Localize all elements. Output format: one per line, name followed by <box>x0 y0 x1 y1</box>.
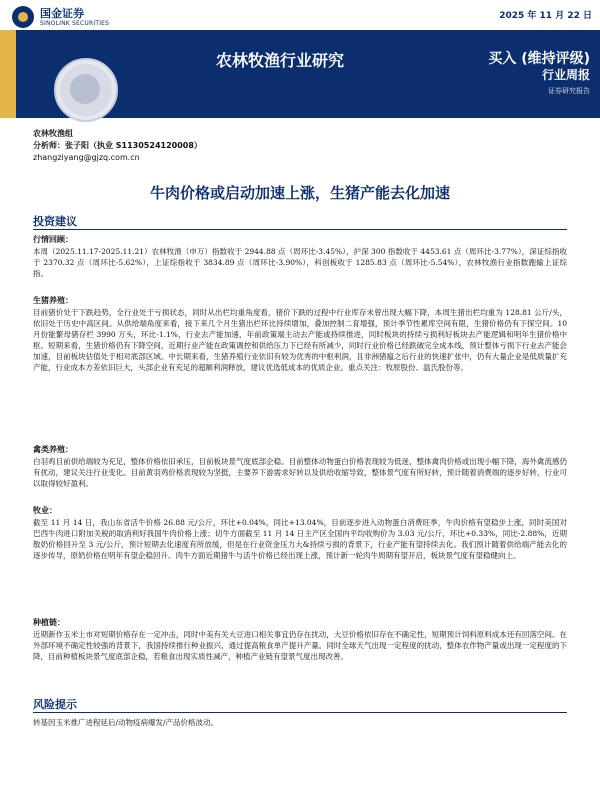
report-header <box>0 0 600 118</box>
risk-text: 转基因玉米推广进程延后/动物疫病爆发/产品价格波动。 <box>33 718 219 727</box>
risk-block <box>33 717 567 728</box>
logo-icon <box>12 6 34 28</box>
logo-chinese: 国金证券 <box>40 6 84 20</box>
section-title-investment: 投资建议 <box>33 215 77 228</box>
report-date: 2025 年 11 月 22 日 <box>499 11 592 21</box>
analyst-email[interactable]: zhangziyang@gjzq.com.cn <box>33 153 140 162</box>
report-title: 农林牧渔行业研究 <box>216 51 345 70</box>
market-review-heading: 行情回顾： <box>33 235 73 244</box>
rating-label: 买入 (维持评级) <box>488 51 590 67</box>
market-review-block <box>33 234 567 279</box>
gold-band <box>0 30 16 118</box>
cattle-block <box>33 505 567 561</box>
section-title-risk: 风险提示 <box>33 698 77 711</box>
market-review-text: 本周（2025.11.17-2025.11.21）农林牧渔（申万）指数收于 2944.88 点（周环比-3.45%），沪深 300 指数收于 4453.61 点（周环比-3.77%），深证综指收于 2370.32 点（周环比-5.62%），上证综指收于 3834.89 点（周环比-3.90%），科创板收于 1285.83 点（周环比-5.54%），农林牧渔行业指数跑输上证综指。 <box>33 247 567 278</box>
headline: 牛肉价格或启动加速上涨，生猪产能去化加速 <box>149 184 450 202</box>
cattle-heading: 牧业： <box>33 506 57 515</box>
report-type: 行业周报 <box>541 68 590 82</box>
research-group: 农林牧渔组 <box>33 129 73 138</box>
pig-text: 目前猪价处于下跌趋势，全行业处于亏损状态，同时从出栏均重角度看，猪价下跌的过程中行业库存未曾出现大幅下降，本周生猪出栏均重为 128.81 公斤/头，依旧处于历史中高区间。从供给端角度来看，接下来几个月生猪出栏环比持续增加，叠加控制二育增强，预计季节性累库空间有限，生猪价格仍有下探空间。10 月份能繁母猪存栏 3990 万头，环比-1.1%，行业去产能加速，年前政策端主动去产能或持续推进，同时板块的持续亏损利好板块去产能逻辑和明年生猪价格中枢。短期来看，生猪价格仍有下降空间，近期行业产能在政策调控和供给压力下已经有所减少，同时行业价格已经跌破完全成本线，预计整体亏损下行业去产能会加速，目前板块估值处于相对底部区域。中长期来看，生猪养殖行业依旧有较为优秀的中枢利润，且非洲猪瘟之后行业的快速扩张中，仍有大量企业是低质量扩充产能，行业成本方差依旧巨大，头部企业有充足的超额利润释放，建议优选低成本的优质企业。重点关注：牧原股份、温氏股份等。 <box>33 308 567 372</box>
seed-heading: 种植链： <box>33 618 65 627</box>
logo-english: SINOLINK SECURITIES <box>40 19 110 27</box>
seal-stamp-icon <box>54 58 118 122</box>
poultry-text: 白羽鸡目前供给端较为充足，整体价格依旧承压，目前板块景气度底部企稳。目前整体动物蛋白价格表现较为低迷，整体禽肉价格或出现小幅下降，海外禽流感仍有扰动，建议关注行业变化。目前黄羽鸡价格表现较为坚挺，主要养下游需求好转以及供给收缩导致，整体景气度有所好转，预计随着消费端的逐步好转，行业可以取得较好盈利。 <box>33 457 567 488</box>
pig-block <box>33 295 567 373</box>
section-divider <box>33 229 567 230</box>
poultry-block <box>33 444 567 489</box>
brand-logo <box>12 4 132 30</box>
analyst-info <box>33 128 202 164</box>
section-divider <box>33 712 567 713</box>
report-note: 证券研究报告 <box>548 87 590 95</box>
cattle-text: 截至 11 月 14 日，我山东省活牛价格 26.88 元/公斤，环比+0.04%，同比+13.04%，目前逐步进入动物蛋白消费旺季，牛肉价格有望稳步上涨，同时美国对巴西牛肉进口附加关税的取消利好我国牛肉价格上涨；切牛方面截至 11 月 14 日主产区全国内平均收购价为 3.03 元/公斤，环比+0.33%，同比-2.88%，近期散奶价格回升至 3 元/公斤，预计短期去化速度有所放缓，但是在行业资金压力大&持续亏损的背景下，行业产能有望持续去化。我们预计随着供给端产能去化的逐步传导，原奶价格在明年有望企稳回升。肉牛方面近期猪牛与活牛价格已经出现上涨，预计新一轮肉牛周期有望开启，板块景气度有望稳健向上。 <box>33 518 567 560</box>
seed-text: 近期新作玉米上市对短期价格存在一定冲击，同时中美有关大豆进口相关事宜仍存在扰动，大豆价格依旧存在不确定性，短期预计饲料原料成本还有回落空间。在外部环境不确定性较强的背景下，我国持续推行种业振兴、通过提高粮食单产提升产量。同时全球天气出现一定程度的扰动，整体农作物产量或出现一定程度的下降，目前种植板块景气度底部企稳，若粮食出现实质性减产，种植产业链有望景气度出现改善。 <box>33 630 567 661</box>
analyst-name: 分析师：张子阳（执业 S1130524120008） <box>33 141 202 150</box>
pig-heading: 生猪养殖： <box>33 296 73 305</box>
poultry-heading: 禽类养殖： <box>33 445 73 454</box>
seed-block <box>33 617 567 662</box>
